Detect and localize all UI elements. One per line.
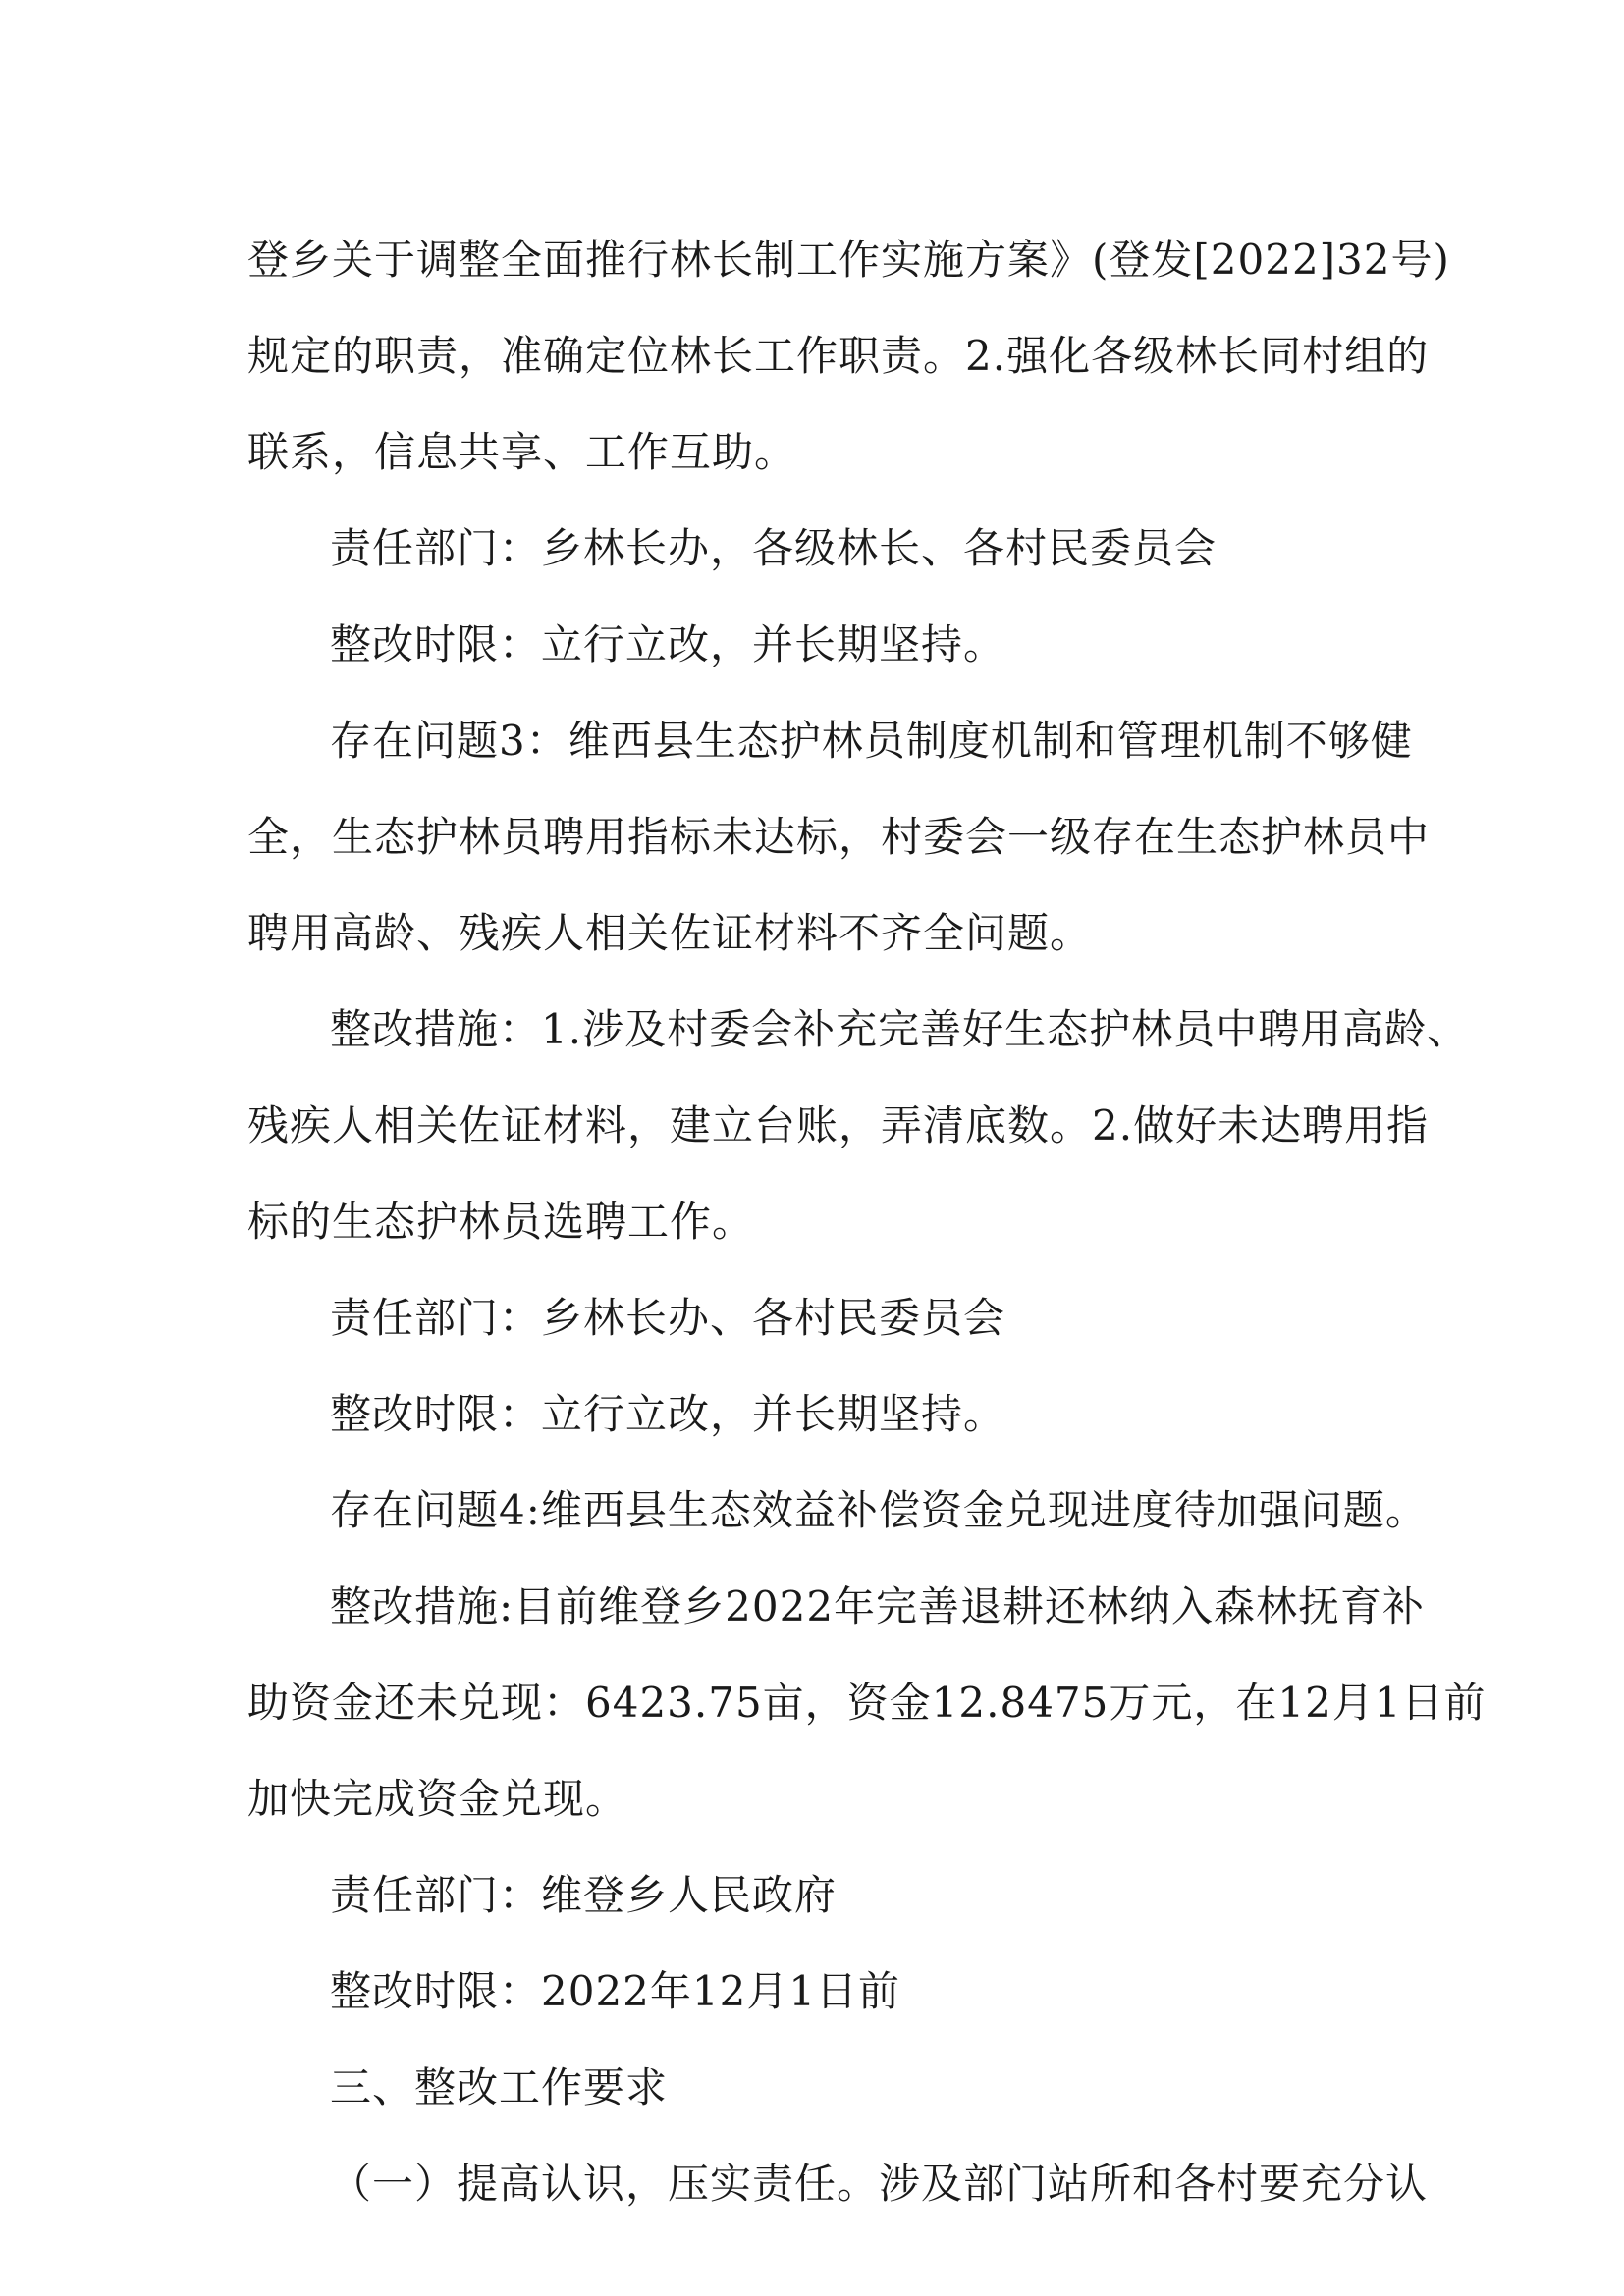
text-line: 加快完成资金兑现。 bbox=[247, 1775, 628, 1823]
text-line: 责任部门：维登乡人民政府 bbox=[330, 1871, 838, 1919]
text-line: 责任部门：乡林长办，各级林长、各村民委员会 bbox=[330, 524, 1218, 572]
text-line: 整改时限：立行立改，并长期坚持。 bbox=[330, 620, 1006, 668]
document-body bbox=[247, 212, 1487, 2232]
text-line: 存在问题4:维西县生态效益补偿资金兑现进度待加强问题。 bbox=[330, 1486, 1428, 1534]
text-line: 登乡关于调整全面推行林长制工作实施方案》(登发[2022]32号) bbox=[247, 236, 1450, 284]
text-line: 全，生态护林员聘用指标未达标，村委会一级存在生态护林员中 bbox=[247, 813, 1431, 861]
text-line: 联系，信息共享、工作互助。 bbox=[247, 428, 797, 476]
text-line: 整改措施：1.涉及村委会补充完善好生态护林员中聘用高龄、 bbox=[330, 1005, 1470, 1053]
text-line: （一）提高认识，压实责任。涉及部门站所和各村要充分认 bbox=[330, 2160, 1429, 2208]
text-line: 规定的职责，准确定位林长工作职责。2.强化各级林长同村组的 bbox=[247, 332, 1430, 380]
text-line: 责任部门：乡林长办、各村民委员会 bbox=[330, 1294, 1006, 1342]
text-line: 助资金还未兑现：6423.75亩，资金12.8475万元，在12月1日前 bbox=[247, 1679, 1487, 1727]
text-line: 聘用高龄、残疾人相关佐证材料不齐全问题。 bbox=[247, 909, 1093, 957]
text-line: 存在问题3：维西县生态护林员制度机制和管理机制不够健 bbox=[330, 717, 1413, 765]
text-line: 标的生态护林员选聘工作。 bbox=[247, 1198, 755, 1246]
text-line: 整改时限：立行立改，并长期坚持。 bbox=[330, 1390, 1006, 1438]
section-heading: 三、整改工作要求 bbox=[330, 2063, 669, 2111]
text-line: 残疾人相关佐证材料，建立台账，弄清底数。2.做好未达聘用指 bbox=[247, 1101, 1430, 1149]
text-line: 整改措施:目前维登乡2022年完善退耕还林纳入森林抚育补 bbox=[330, 1582, 1426, 1630]
text-line: 整改时限：2022年12月1日前 bbox=[330, 1967, 901, 2015]
